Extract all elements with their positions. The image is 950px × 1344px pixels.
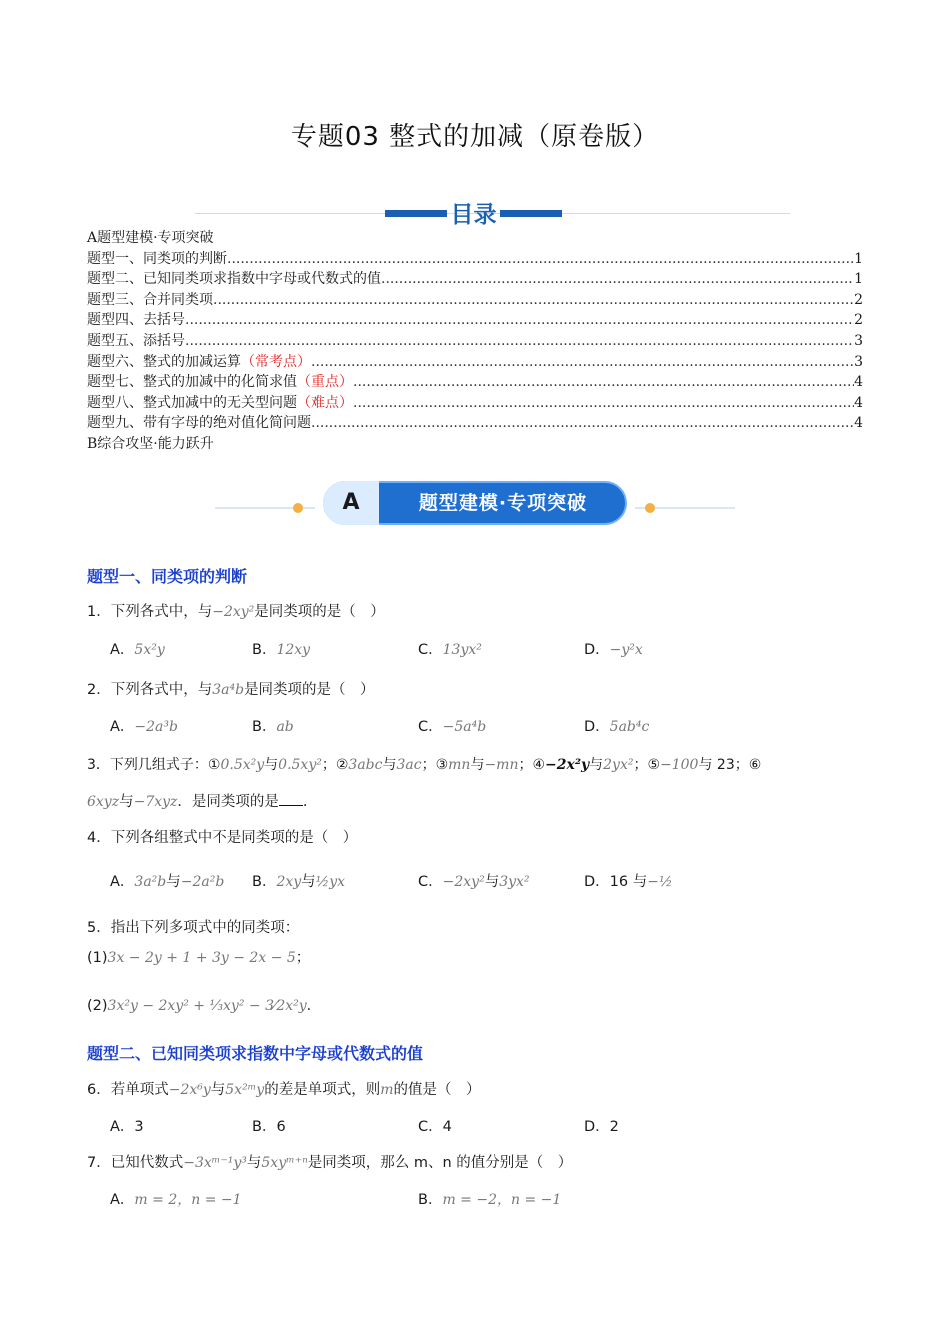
- toc-item-page: 2: [854, 312, 863, 329]
- toc-item-label: 题型八、整式加减中的无关型问题: [87, 394, 297, 411]
- q5-expr: 3x²y − 2xy² + ⅓xy² − 3⁄2x²y: [107, 998, 307, 1014]
- q2-option-d[interactable]: [584, 715, 649, 736]
- q1-opt-label: D．: [584, 642, 610, 658]
- q6-option-a[interactable]: A．3: [110, 1119, 144, 1135]
- q2-opt-expr: 5ab⁴c: [609, 719, 650, 735]
- q6-expr: m: [380, 1082, 394, 1098]
- question-2: [87, 678, 375, 699]
- banner-dot-right: [645, 503, 655, 513]
- q3-text: ；②: [321, 757, 349, 773]
- q3-expr: 3ac: [396, 757, 422, 773]
- toc-item-label: 题型五、添括号: [87, 332, 185, 349]
- toc-item-page: 4: [854, 394, 863, 411]
- q1-opt-expr: 5x²y: [134, 642, 165, 658]
- toc-header: [195, 196, 790, 232]
- q3-expr: 6xyz: [87, 794, 120, 810]
- q7-stem: 7．已知代数式: [87, 1155, 184, 1171]
- q4-opt-label: D．16 与: [584, 874, 648, 890]
- toc-item[interactable]: [87, 413, 863, 434]
- q4-opt-label: C．: [418, 874, 443, 890]
- q1-tail: 是同类项的是（ ）: [254, 604, 385, 620]
- toc-item-label: 题型九、带有字母的绝对值化简问题: [87, 415, 311, 432]
- toc-item-page: 4: [854, 415, 863, 432]
- toc-part-b[interactable]: [87, 434, 863, 455]
- q3-expr: −100: [660, 757, 699, 773]
- q7-expr: −3xᵐ⁻¹y³: [183, 1155, 247, 1171]
- q3-text: 与: [119, 794, 134, 810]
- toc-item-label: 题型三、合并同类项: [87, 291, 213, 308]
- q4-opt-text: 与: [301, 874, 316, 890]
- toc-item[interactable]: [87, 310, 863, 331]
- q2-opt-expr: −5a⁴b: [442, 719, 487, 735]
- q7-opt-label: B．: [418, 1192, 443, 1208]
- q7-option-a[interactable]: [110, 1188, 242, 1209]
- q3-expr: 2yx²: [603, 757, 634, 773]
- q4-option-a[interactable]: [110, 870, 224, 891]
- q3-stem: 3．下列几组式子：①: [87, 757, 221, 773]
- q1-option-c[interactable]: [418, 638, 482, 659]
- toc-item-tag: （常考点）: [241, 353, 311, 370]
- q3-text: 与: [589, 757, 604, 773]
- q4-opt-expr: 2xy: [276, 874, 302, 890]
- toc-item-label: 题型二、已知同类项求指数中字母或代数式的值: [87, 271, 381, 288]
- q7-expr: 5xyᵐ⁺ⁿ: [261, 1155, 308, 1171]
- banner-text: 题型建模·专项突破: [418, 492, 588, 514]
- toc-part-b-label: B综合攻坚·能力跃升: [87, 435, 214, 452]
- toc-bar-right: [500, 210, 562, 217]
- q2-opt-label: C．: [418, 719, 443, 735]
- toc-item-label: 题型七、整式的加减中的化简求值: [87, 374, 297, 391]
- q2-opt-expr: ab: [276, 719, 294, 735]
- q3-text: 与: [382, 757, 397, 773]
- q6-expr: 5x²ᵐy: [225, 1082, 265, 1098]
- toc-item-label: 题型一、同类项的判断: [87, 250, 227, 267]
- table-of-contents: [87, 228, 863, 455]
- q3-text: ；⑤: [633, 757, 661, 773]
- toc-item[interactable]: [87, 393, 863, 414]
- q7-option-b[interactable]: [418, 1188, 561, 1209]
- question-5: 5．指出下列多项式中的同类项：: [87, 920, 300, 936]
- q3-text: 与: [264, 757, 279, 773]
- q5-part-label: (1): [87, 950, 108, 966]
- q4-opt-expr: −2xy²: [442, 874, 485, 890]
- q3-expr: 0.5xy²: [278, 757, 322, 773]
- q6-text: 的值是（ ）: [393, 1082, 481, 1098]
- q2-opt-label: B．: [252, 719, 277, 735]
- q2-opt-label: D．: [584, 719, 610, 735]
- toc-item-page: 1: [854, 271, 863, 288]
- toc-item-tag: （难点）: [297, 394, 353, 411]
- section-heading-2: 题型二、已知同类项求指数中字母或代数式的值: [87, 1044, 424, 1063]
- toc-item[interactable]: [87, 290, 863, 311]
- q6-expr: −2x⁶y: [168, 1082, 211, 1098]
- banner-letter: A: [323, 481, 379, 525]
- question-4: 4．下列各组整式中不是同类项的是（ ）: [87, 830, 358, 846]
- q7-text: 与: [246, 1155, 262, 1171]
- q3-text: ；④: [518, 757, 546, 773]
- q2-option-b[interactable]: [252, 715, 294, 736]
- q7-opt-expr: m = 2，n = −1: [134, 1192, 242, 1208]
- q1-opt-label: A．: [110, 642, 135, 658]
- question-3: [87, 754, 761, 774]
- q3-expr: −2x²y: [545, 757, 590, 773]
- q1-expr: −2xy²: [212, 604, 255, 620]
- q3-text: ．是同类项的是: [177, 794, 279, 810]
- q1-opt-label: B．: [252, 642, 277, 658]
- q6-text: 的差是单项式，则: [264, 1082, 381, 1098]
- q4-opt-expr: −2a²b: [180, 874, 225, 890]
- q3-answer-blank[interactable]: [279, 793, 303, 806]
- q4-option-d[interactable]: [584, 870, 673, 891]
- q4-opt-label: A．: [110, 874, 135, 890]
- q3-text: 与: [470, 757, 485, 773]
- question-7: [87, 1151, 572, 1172]
- q7-text: 是同类项，那么 m、n 的值分别是（ ）: [307, 1155, 573, 1171]
- q1-option-a[interactable]: [110, 638, 165, 659]
- q3-text: 与 23；⑥: [698, 757, 762, 773]
- toc-item[interactable]: [87, 352, 863, 373]
- q1-stem: 1．下列各式中，与: [87, 604, 213, 620]
- toc-item-tag: （重点）: [297, 374, 353, 391]
- q1-option-d[interactable]: [584, 638, 643, 659]
- q4-opt-label: B．: [252, 874, 277, 890]
- q3-expr: −7xyz: [133, 794, 178, 810]
- question-3-cont: [87, 790, 308, 811]
- q2-opt-label: A．: [110, 719, 135, 735]
- q3-expr: −mn: [484, 757, 519, 773]
- q4-opt-expr: ½yx: [315, 874, 346, 890]
- q2-option-a[interactable]: [110, 715, 178, 736]
- question-6: [87, 1078, 481, 1099]
- question-5-part-1: [87, 946, 310, 967]
- q2-expr: 3a⁴b: [212, 682, 245, 698]
- q5-expr: 3x − 2y + 1 + 3y − 2x − 5: [107, 950, 296, 966]
- toc-item-page: 1: [854, 250, 863, 267]
- question-5-part-2: [87, 994, 321, 1015]
- q3-expr: mn: [448, 757, 471, 773]
- q5-text: ；: [295, 950, 311, 966]
- q2-option-c[interactable]: [418, 715, 486, 736]
- q7-opt-label: A．: [110, 1192, 135, 1208]
- q3-text: .: [302, 794, 308, 810]
- q4-opt-text: 与: [484, 874, 500, 890]
- q4-option-c[interactable]: [418, 870, 530, 891]
- question-1: [87, 600, 385, 621]
- toc-item[interactable]: [87, 331, 863, 352]
- q1-opt-expr: 13yx²: [442, 642, 482, 658]
- q1-opt-expr: −y²x: [609, 642, 643, 658]
- q4-opt-text: 与: [166, 874, 181, 890]
- page-title: 专题03 整式的加减（原卷版）: [290, 122, 660, 152]
- toc-item[interactable]: [87, 249, 863, 270]
- q6-option-c[interactable]: C．4: [418, 1119, 452, 1135]
- toc-heading: 目录: [450, 202, 497, 228]
- q1-opt-label: C．: [418, 642, 443, 658]
- q3-expr: 3abc: [348, 757, 383, 773]
- q2-stem: 2．下列各式中，与: [87, 682, 213, 698]
- toc-part-a-label: A题型建模·专项突破: [87, 230, 214, 246]
- q4-option-b[interactable]: [252, 870, 345, 891]
- banner-dot-left: [293, 503, 303, 513]
- section-banner: [215, 478, 735, 528]
- q1-option-b[interactable]: [252, 638, 310, 659]
- q3-expr: 0.5x²y: [220, 757, 265, 773]
- toc-item-page: 2: [854, 291, 863, 308]
- q4-opt-expr: 3a²b: [134, 874, 167, 890]
- q6-stem: 6．若单项式: [87, 1082, 169, 1098]
- q2-tail: 是同类项的是（ ）: [244, 682, 375, 698]
- q3-text: ；③: [421, 757, 449, 773]
- q2-opt-expr: −2a³b: [134, 719, 178, 735]
- q5-part-label: (2): [87, 998, 108, 1014]
- toc-item-page: 3: [854, 353, 863, 370]
- q5-text: ．: [306, 998, 322, 1014]
- toc-item-page: 3: [854, 332, 863, 349]
- q6-option-d[interactable]: D．2: [584, 1119, 619, 1135]
- toc-bar-left: [385, 210, 447, 217]
- q4-opt-expr: 3yx²: [499, 874, 530, 890]
- q1-opt-expr: 12xy: [276, 642, 311, 658]
- q4-opt-expr: −½: [647, 874, 673, 890]
- q7-opt-expr: m = −2，n = −1: [442, 1192, 562, 1208]
- toc-item-label: 题型四、去括号: [87, 312, 185, 329]
- toc-item-label: 题型六、整式的加减运算: [87, 353, 241, 370]
- toc-item[interactable]: [87, 269, 863, 290]
- toc-item[interactable]: [87, 372, 863, 393]
- toc-item-page: 4: [854, 374, 863, 391]
- section-heading-1: 题型一、同类项的判断: [87, 567, 248, 586]
- toc-part-a[interactable]: [87, 228, 863, 249]
- q6-option-b[interactable]: B．6: [252, 1119, 286, 1135]
- q6-text: 与: [210, 1082, 226, 1098]
